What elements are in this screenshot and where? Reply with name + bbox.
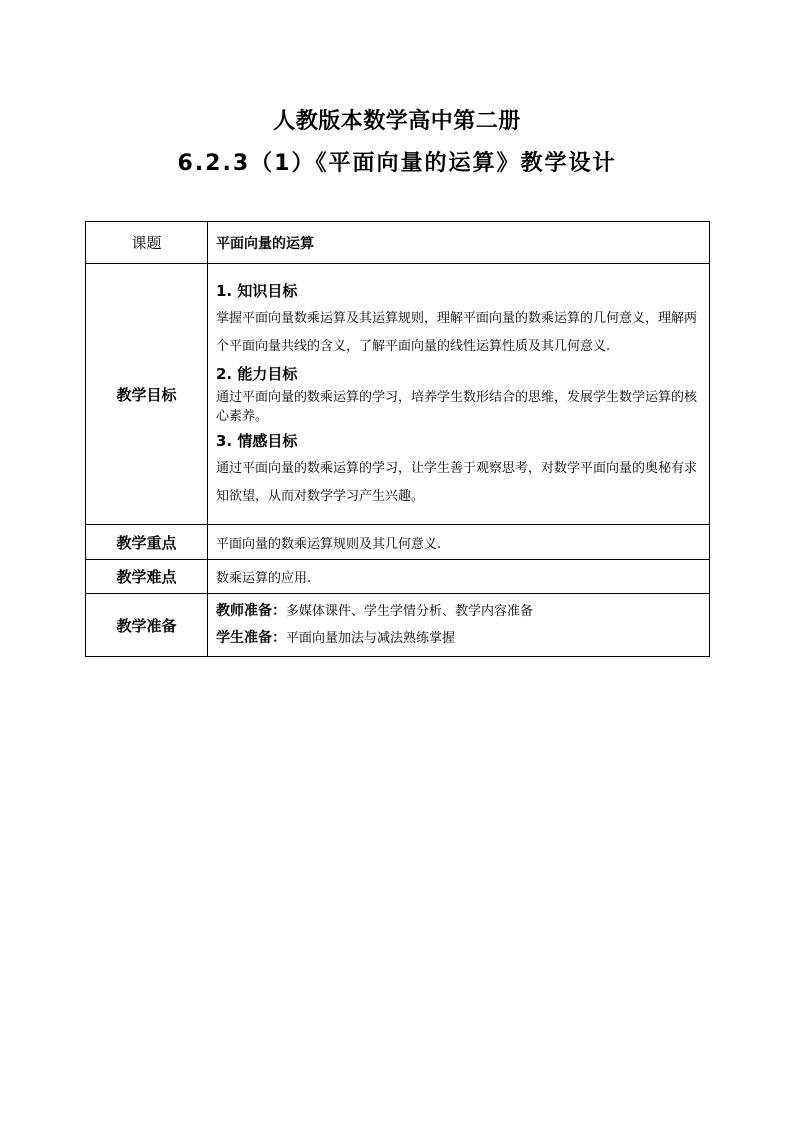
goal1-text: 掌握平面向量数乘运算及其运算规则，理解平面向量的数乘运算的几何意义，理解两个平面向量共线的含义，了解平面向量的线性运算性质及其几何意义.: [216, 310, 698, 354]
preparation-cell: [208, 594, 710, 657]
goal2-heading: 2. 能力目标: [216, 364, 298, 383]
key-points-label: 教学重点: [86, 525, 208, 560]
table-row-key-points: [86, 525, 710, 560]
topic-value: 平面向量的运算: [208, 222, 710, 264]
teacher-prep-value: 多媒体课件、学生学情分析、教学内容准备: [286, 604, 534, 619]
table-row-preparation: [86, 594, 710, 657]
goals-cell: [208, 264, 710, 525]
lesson-plan-table: [85, 221, 710, 657]
difficulty-value: 数乘运算的应用.: [208, 560, 710, 594]
student-prep-value: 平面向量加法与减法熟练掌握: [286, 631, 456, 646]
table-row-difficulty: [86, 560, 710, 594]
table-row-goals: [86, 264, 710, 525]
topic-label: 课题: [86, 222, 208, 264]
goal1-heading: 1. 知识目标: [216, 281, 298, 300]
document-title: 人教版本数学高中第二册: [273, 109, 521, 134]
table-row-topic: [86, 222, 710, 264]
preparation-label: 教学准备: [86, 594, 208, 657]
teacher-prep: [216, 598, 703, 625]
difficulty-label: 教学难点: [86, 560, 208, 594]
goal2-text: 通过平面向量的数乘运算的学习，培养学生数形结合的思维，发展学生数学运算的核心素养。: [216, 389, 698, 424]
key-points-value: 平面向量的数乘运算规则及其几何意义.: [208, 525, 710, 560]
student-prep-label: 学生准备：: [216, 630, 286, 646]
goal3-heading: 3. 情感目标: [216, 431, 298, 450]
document-subtitle: 6.2.3（1）《平面向量的运算》教学设计: [177, 151, 617, 176]
teacher-prep-label: 教师准备：: [216, 603, 286, 619]
student-prep: [216, 625, 703, 652]
goal3-text: 通过平面向量的数乘运算的学习，让学生善于观察思考，对数学平面向量的奥秘有求知欲望，从而对数学学习产生兴趣。: [216, 460, 698, 504]
goals-label: 教学目标: [86, 264, 208, 525]
